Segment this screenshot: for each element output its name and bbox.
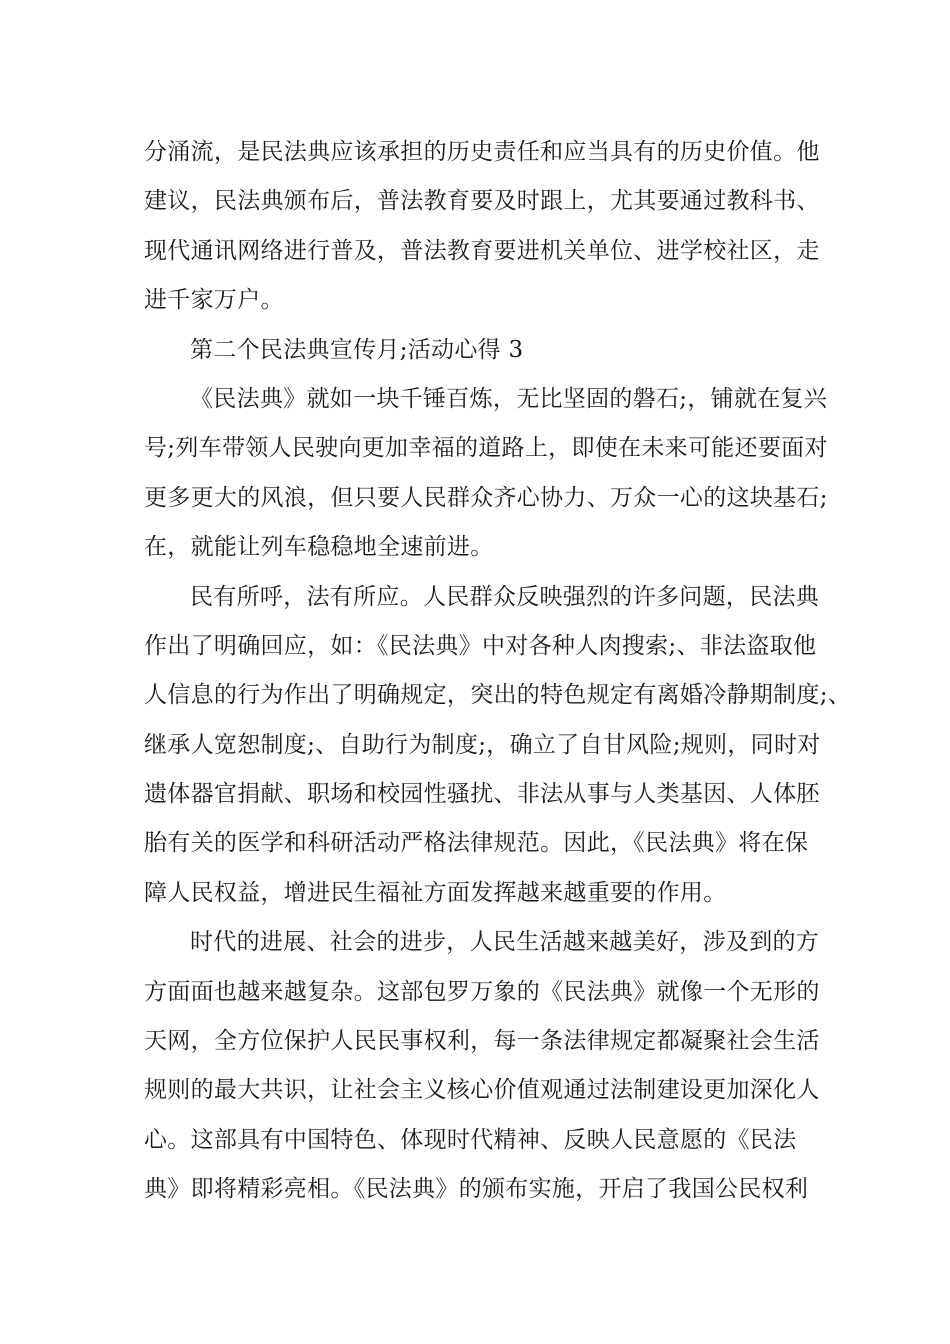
document-body	[144, 128, 852, 1215]
text-line: 障人民权益，增进民生福祉方面发挥越来越重要的作用。	[144, 879, 727, 906]
text-line: 遗体器官捐献、职场和校园性骚扰、非法从事与人类基因、人体胚	[144, 781, 820, 808]
text-line: 心。这部具有中国特色、体现时代精神、反映人民意愿的《民法	[144, 1126, 797, 1153]
text-line: 人信息的行为作出了明确规定，突出的特色规定有离婚冷静期制度;、	[144, 682, 852, 709]
text-line: 分涌流，是民法典应该承担的历史责任和应当具有的历史价值。他	[144, 139, 820, 165]
text-line: 现代通讯网络进行普及，普法教育要进机关单位、进学校社区，走	[144, 237, 820, 264]
section-heading: 第二个民法典宣传月;活动心得 3	[190, 336, 524, 363]
paragraph-start-line: 民有所呼，法有所应。人民群众反映强烈的许多问题，民法典	[190, 583, 820, 610]
text-line: 规则的最大共识，让社会主义核心价值观通过法制建设更加深化人	[144, 1077, 820, 1104]
text-line: 继承人宽恕制度;、自助行为制度;，确立了自甘风险;规则，同时对	[144, 731, 821, 758]
paragraph-start-line: 时代的进展、社会的进步，人民生活越来越美好，涉及到的方	[190, 929, 820, 956]
text-line: 天网，全方位保护人民民事权利，每一条法律规定都凝聚社会生活	[144, 1028, 820, 1055]
text-line: 典》即将精彩亮相。《民法典》的颁布实施，开启了我国公民权利	[144, 1176, 809, 1203]
text-line: 进千家万户。	[144, 287, 284, 314]
text-line: 号;列车带领人民驶向更加幸福的道路上，即使在未来可能还要面对	[144, 435, 828, 462]
paragraph-start-line: 《民法典》就如一块千锤百炼，无比坚固的磐石;，铺就在复兴	[190, 385, 828, 412]
text-line: 胎有关的医学和科研活动严格法律规范。因此，《民法典》将在保	[144, 830, 809, 857]
text-line: 更多更大的风浪，但只要人民群众齐心协力、万众一心的这块基石;	[144, 484, 828, 511]
text-line: 建议，民法典颁布后，普法教育要及时跟上，尤其要通过教科书、	[144, 188, 820, 215]
text-line: 方面面也越来越复杂。这部包罗万象的《民法典》就像一个无形的	[144, 978, 820, 1005]
text-line: 在，就能让列车稳稳地全速前进。	[144, 534, 494, 561]
text-line: 作出了明确回应，如：《民法典》中对各种人肉搜索;、非法盗取他	[144, 632, 817, 659]
